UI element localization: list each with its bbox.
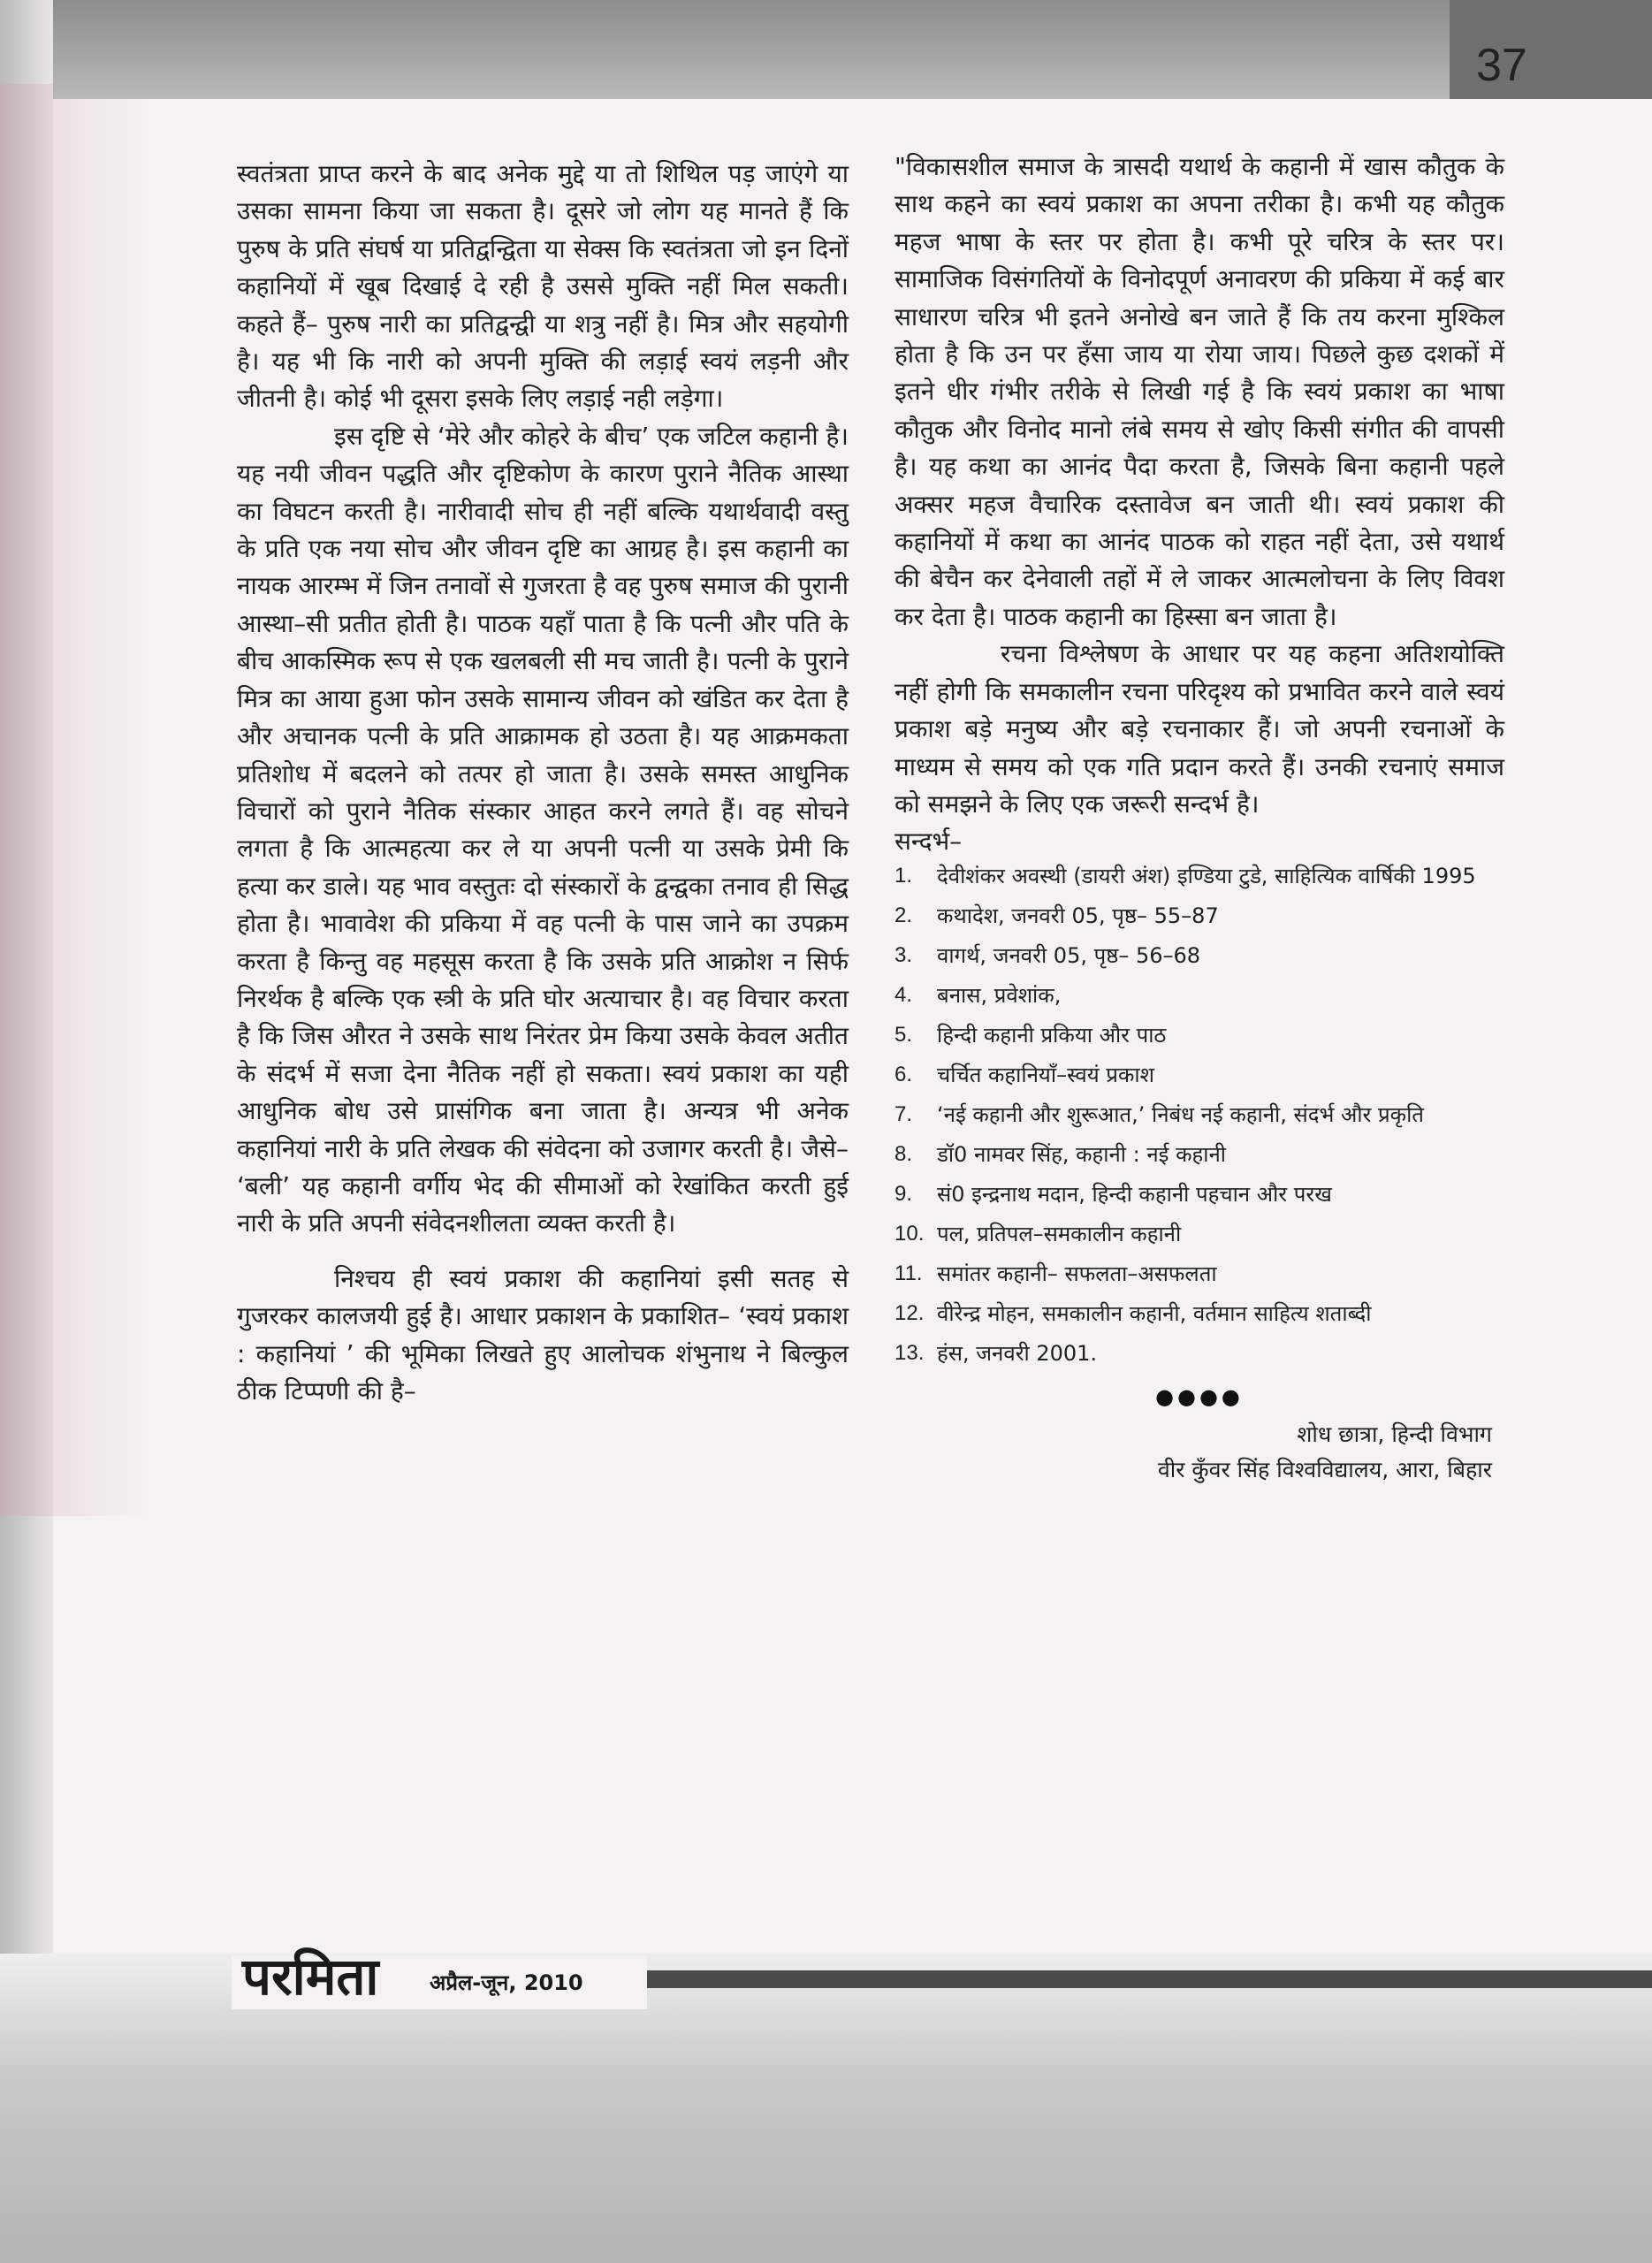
reference-item: 6. चर्चित कहानियाँ–स्वयं प्रकाश: [895, 1062, 1154, 1087]
reference-item: 10. पल, प्रतिपल–समकालीन कहानी: [895, 1221, 1182, 1246]
left-paragraph-2: इस दृष्टि से ‘मेरे और कोहरे के बीच’ एक जटिल कहानी है। यह नयी जीवन पद्धति और दृष्टिकोण के कारण पुराने नैतिक आस्था का विघटन करती है। नारीवादी सोच ही नहीं बल्कि यथार्थवादी वस्तु के प्रति एक नया सोच और जीवन दृष्टि का आग्रह है। इस कहानी का नायक आरम्भ में जिन तनावों से गुजरता है वह पुरुष समाज की पुरानी आस्था–सी प्रतीत होती है। पाठक यहाँ पाता है कि पत्नी और पति के बीच आकस्मिक रूप से एक खलबली सी मच जाती है। पत्नी के पुराने मित्र का आया हुआ फोन उसके सामान्य जीवन को खंडित कर देता है और अचानक पत्नी के प्रति आक्रामक हो उठता है। यह आक्रमकता प्रतिशोध में बदलने को तत्पर हो जाता है। उसके समस्त आधुनिक विचारों को पुराने नैतिक संस्कार आहत करने लगते हैं। वह सोचने लगता है कि आत्महत्या कर ले या अपनी पत्नी या उसके प्रेमी कि हत्या कर डाले। यह भाव वस्तुतः दो संस्कारों के द्वन्द्वका तनाव ही सिद्ध होता है। भावावेश की प्रकिया में वह पत्नी के पास जाने का उपक्रम करता है किन्तु वह महसूस करता है कि उसके प्रति आक्रोश न सिर्फ निरर्थक है बल्कि एक स्त्री के प्रति घोर अत्याचार है। वह विचार करता है कि जिस औरत ने उसके साथ निरंतर प्रेम किया उसके केवल अतीत के संदर्भ में सजा देना नैतिक नहीं हो सकता। स्वयं प्रकाश का यही आधुनिक बोध उसे प्रासंगिक बना जाता है। अन्यत्र भी अनेक कहानियां नारी के प्रति लेखक की संवेदना को उजागर करती है। जैसे– ‘बली’ यह कहानी वर्गीय भेद की सीमाओं को रेखांकित करती हुई नारी के प्रति अपनी संवेदनशीलता व्यक्त करती है।: [237, 421, 849, 1238]
left-paragraph-1: स्वतंत्रता प्राप्त करने के बाद अनेक मुद्दे या तो शिथिल पड़ जाएंगे या उसका सामना किया जा सकता है। दूसरे जो लोग यह मानते हैं कि पुरुष के प्रति संघर्ष या प्रतिद्वन्द्विता या सेक्स कि स्वतंत्रता जो इन दिनों कहानियों में खूब दिखाई दे रही है उससे मुक्ति नहीं मिल सकती। कहते हैं– पुरुष नारी का प्रतिद्वन्द्वी या शत्रु नहीं है। मित्र और सहयोगी है। यह भी कि नारी को अपनी मुक्ति की लड़ाई स्वयं लड़नी और जीतनी है। कोई भी दूसरा इसके लिए लड़ाई नही लड़ेगा।: [237, 159, 849, 414]
left-column: [237, 156, 849, 1410]
references-title: सन्दर्भ–: [895, 827, 963, 857]
reference-item: 11. समांतर कहानी– सफलता–असफलता: [895, 1261, 1217, 1286]
issue-date: अप्रैल-जून, 2010: [430, 1970, 583, 1995]
right-paragraph-2: रचना विश्लेषण के आधार पर यह कहना अतिशयोक्ति नहीं होगी कि समकालीन रचना परिदृश्य को प्रभावित करने वाले स्वयं प्रकाश बड़े मनुष्य और बड़े रचनाकार हैं। जो अपनी रचनाओं के माध्यम से समय को एक गति प्रदान करते हैं। उनकी रचनाएं समाज को समझने के लिए एक जरूरी सन्दर्भ है।: [895, 639, 1504, 819]
right-column: [895, 149, 1504, 1488]
reference-item: 4. बनास, प्रवेशांक,: [895, 982, 1062, 1008]
reference-item: 5. हिन्दी कहानी प्रकिया और पाठ: [895, 1022, 1167, 1048]
header-band: [53, 0, 1652, 99]
reference-item: 9. सं0 इन्द्रनाथ मदान, हिन्दी कहानी पहचान और परख: [895, 1181, 1332, 1207]
reference-item: 1. देवीशंकर अवस्थी (डायरी अंश) इण्डिया टुडे, साहित्यिक वार्षिकी 1995: [895, 863, 1476, 888]
reference-item: 3. वागर्थ, जनवरी 05, पृष्ठ– 56–68: [895, 942, 1201, 968]
reference-item: 13. हंस, जनवरी 2001.: [895, 1340, 1098, 1366]
left-paragraph-3: निश्चय ही स्वयं प्रकाश की कहानियां इसी सतह से गुजरकर कालजयी हुई है। आधार प्रकाशन के प्रकाशित– ‘स्वयं प्रकाश : कहानियां ’ की भूमिका लिखते हुए आलोचक शंभुनाथ ने बिल्कुल ठीक टिप्पणी की है–: [237, 1263, 849, 1406]
reference-item: 7. ‘नई कहानी और शुरूआत,’ निबंध नई कहानी, संदर्भ और प्रकृति: [895, 1101, 1424, 1127]
author-affiliation-line-2: वीर कुँवर सिंह विश्वविद्यालय, आरा, बिहार: [1157, 1457, 1492, 1483]
reference-item: 12. वीरेन्द्र मोहन, समकालीन कहानी, वर्तमान साहित्य शताब्दी: [895, 1300, 1372, 1326]
scan-tint: [0, 84, 150, 1516]
references-list: [895, 861, 1504, 1368]
right-paragraph-1: "विकासशील समाज के त्रासदी यथार्थ के कहानी में खास कौतुक के साथ कहने का स्वयं प्रकाश का अपना तरीका है। कभी यह कौतुक महज भाषा के स्तर पर होता है। कभी पूरे चरित्र के स्तर पर। सामाजिक विसंगतियों के विनोदपूर्ण अनावरण की प्रकिया में कई बार साधारण चरित्र भी इतने अनोखे बन जाते हैं कि तय करना मुश्किल होता है कि उन पर हँसा जाय या रोया जाय। पिछले कुछ दशकों में इतने धीर गंभीर तरीके से लिखी गई है कि स्वयं प्रकाश का भाषा कौतुक और विनोद मानो लंबे समय से खोए किसी संगीत की वापसी है। यह कथा का आनंद पैदा करता है, जिसके बिना कहानी पहले अक्सर महज वैचारिक दस्तावेज बन जाती थी। स्वयं प्रकाश की कहानियों में कथा का आनंद पाठक को राहत नहीं देता, उसे यथार्थ की बेचैन कर देनेवाली तहों में ले जाकर आत्मलोचना के लिए विवश कर देता है। पाठक कहानी का हिस्सा बन जाता है।: [895, 152, 1505, 631]
reference-item: 2. कथादेश, जनवरी 05, पृष्ठ– 55–87: [895, 903, 1219, 928]
reference-item: 8. डॉ0 नामवर सिंह, कहानी : नई कहानी: [895, 1141, 1227, 1167]
page-number: 37: [1476, 40, 1527, 91]
magazine-logo: परमिता: [242, 1947, 379, 2007]
author-affiliation-line-1: शोध छात्रा, हिन्दी विभाग: [1297, 1421, 1492, 1448]
section-end-ornament: ●●●●: [1155, 1383, 1244, 1409]
